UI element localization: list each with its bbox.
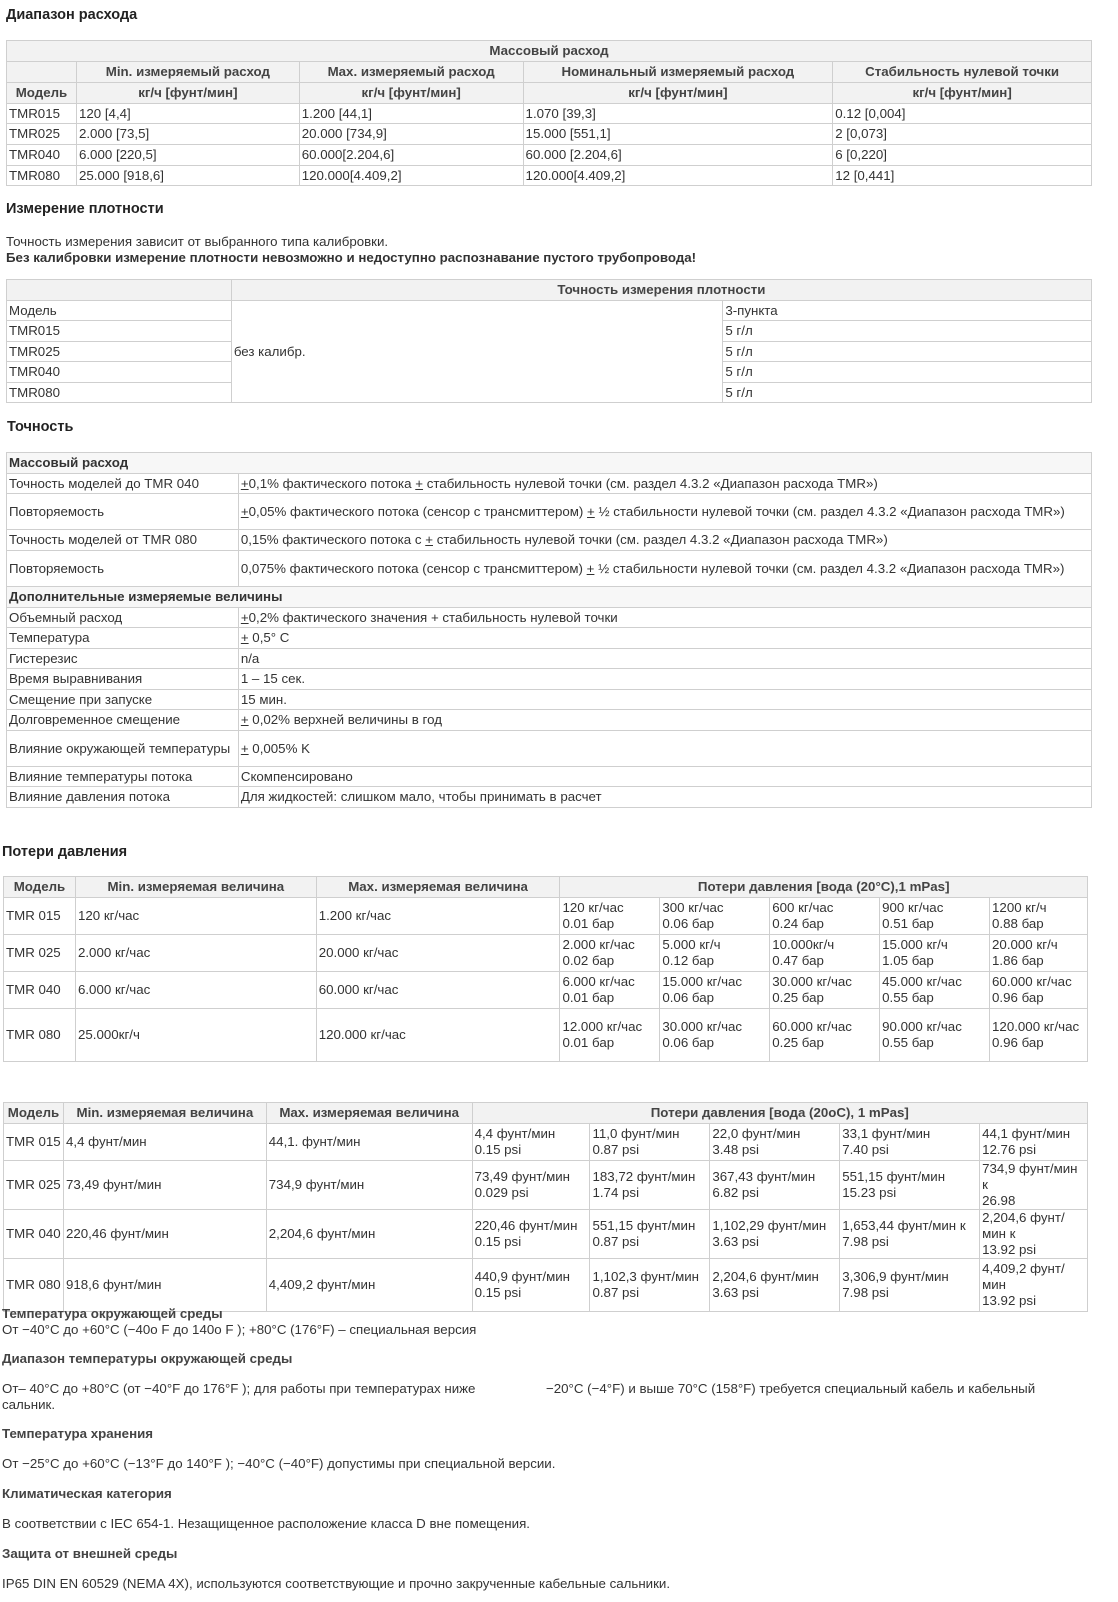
table-row	[7, 731, 1092, 767]
cell	[238, 710, 1091, 731]
cell	[840, 1210, 980, 1259]
cell: 5 г/л	[723, 342, 1092, 362]
pressure-loss-imperial-table	[3, 1102, 1088, 1312]
loss: 0.15 psi	[474, 1234, 522, 1249]
cell: TMR025	[7, 124, 77, 145]
cell-text: 0,5° C	[248, 630, 290, 645]
cell: 60.000[2.204,6]	[299, 145, 523, 166]
loss: 0.51 бар	[882, 916, 934, 931]
cell: 120.000[4.409,2]	[523, 166, 833, 186]
cell	[472, 1161, 590, 1210]
cell	[238, 494, 1091, 530]
loss: 0.55 бар	[882, 1035, 934, 1050]
flow: 440,9 фунт/мин	[474, 1269, 571, 1284]
flow: 90.000 кг/час	[882, 1019, 962, 1034]
loss: 7.98 psi	[842, 1234, 889, 1249]
range-text-b: −20°C (−4°F) и выше 70°C (158°F) требуется специальный кабель и кабельный	[546, 1381, 1036, 1396]
storage-text: От −25°C до +60°C (−13°F до 140°F ); −40°C (−40°F) допустимы при специальной версии.	[2, 1456, 556, 1471]
cell: TMR 015	[4, 1124, 64, 1161]
cell	[238, 608, 1091, 628]
loss: 6.82 psi	[712, 1185, 759, 1200]
loss: 0.25 бар	[772, 1035, 824, 1050]
cell: 2,204,6 фунт/мин	[266, 1210, 472, 1259]
unit-header: кг/ч [фунт/мин]	[299, 83, 523, 104]
cell	[990, 935, 1088, 972]
accuracy-section-extra: Дополнительные измеряемые величины	[7, 587, 1092, 608]
table-row	[4, 1161, 1088, 1210]
cell: TMR 080	[4, 1009, 76, 1062]
cell: Влияние давления потока	[7, 787, 239, 808]
flow: 1,102,29 фунт/мин	[712, 1218, 827, 1233]
table-row	[4, 1009, 1088, 1062]
cell: Долговременное смещение	[7, 710, 239, 731]
loss: 0.15 psi	[474, 1142, 522, 1157]
cell	[840, 1161, 980, 1210]
plus-minus: +	[240, 740, 249, 756]
unit-header: кг/ч [фунт/мин]	[523, 83, 833, 104]
cell: 734,9 фунт/мин	[266, 1161, 472, 1210]
loss: 12.76 psi	[982, 1142, 1037, 1157]
loss: 0.96 бар	[992, 990, 1044, 1005]
loss: 1.74 psi	[592, 1185, 640, 1200]
cell: 20.000 кг/час	[316, 935, 560, 972]
flow: 4,4 фунт/мин	[474, 1126, 556, 1141]
loss: 7.40 psi	[842, 1142, 889, 1157]
flow: 551,15 фунт/мин	[842, 1169, 946, 1184]
cell: 5 г/л	[723, 383, 1092, 403]
table-row	[7, 767, 1092, 787]
range-text-a: От– 40°C до +80°C (от −40°F до 176°F ); для работы при температурах ниже	[2, 1381, 476, 1396]
cell: 2 [0,073]	[833, 124, 1092, 145]
plus-minus: +	[240, 475, 249, 491]
mass-flow-table	[6, 40, 1092, 186]
flow: 2.000 кг/час	[562, 937, 635, 952]
cell	[710, 1259, 840, 1312]
flow: 900 кг/час	[882, 900, 944, 915]
plus-minus: +	[425, 532, 433, 547]
mass-flow-title: Диапазон расхода	[6, 7, 138, 23]
unit-header: кг/ч [фунт/мин]	[833, 83, 1092, 104]
cell	[660, 935, 770, 972]
cell	[660, 972, 770, 1009]
flow: 1,653,44 фунт/мин к	[842, 1218, 966, 1233]
density-header: Точность измерения плотности	[231, 280, 1091, 301]
cell: 4,409,2 фунт/мин	[266, 1259, 472, 1312]
cell	[980, 1161, 1088, 1210]
mass-flow-empty-cell	[7, 62, 77, 83]
cell: 2.000 [73,5]	[76, 124, 299, 145]
loss: 0.87 psi	[592, 1142, 640, 1157]
accuracy-section-mass: Массовый расход	[7, 453, 1092, 474]
flow: 734,9 фунт/мин к	[982, 1161, 1078, 1192]
flow: 44,1 фунт/мин	[982, 1126, 1071, 1141]
plus-minus: +	[415, 475, 424, 491]
loss: 0.01 бар	[562, 916, 615, 931]
cell	[710, 1124, 840, 1161]
cell	[472, 1210, 590, 1259]
col-header: Min. измеряемый расход	[76, 62, 299, 83]
flow: 2,204,6 фунт/мин к	[982, 1210, 1065, 1241]
cell-text: 0,2% фактического значения + стабильность нулевой точки	[248, 609, 618, 625]
flow: 30.000 кг/час	[662, 1019, 743, 1034]
cell: Объемный расход	[7, 608, 239, 628]
cell	[590, 1161, 710, 1210]
cell: n/a	[238, 649, 1091, 669]
cell: 1.200 [44,1]	[299, 104, 523, 124]
cell: 25.000кг/ч	[75, 1009, 316, 1062]
cell	[560, 935, 660, 972]
flow: 22,0 фунт/мин	[712, 1126, 801, 1141]
loss: 0.06 бар	[662, 990, 715, 1005]
density-title: Измерение плотности	[6, 201, 164, 217]
cell: Влияние окружающей температуры	[7, 731, 239, 767]
loss: 13.92 psi	[982, 1242, 1037, 1257]
cell: 1 – 15 сек.	[238, 669, 1091, 690]
cell: 6.000 [220,5]	[76, 145, 299, 166]
cell	[472, 1124, 590, 1161]
cell: 6.000 кг/час	[75, 972, 316, 1009]
col-header: Min. измеряемая величина	[63, 1103, 266, 1124]
flow: 367,43 фунт/мин	[712, 1169, 816, 1184]
table-row	[7, 145, 1092, 166]
climate-title: Климатическая категория	[2, 1486, 172, 1501]
cell: 2.000 кг/час	[75, 935, 316, 972]
col-header: Модель	[4, 1103, 64, 1124]
loss: 0.87 psi	[592, 1285, 640, 1300]
cell-text: 0,1% фактического потока	[248, 475, 416, 491]
flow: 1200 кг/ч	[992, 900, 1047, 915]
cell	[980, 1210, 1088, 1259]
mass-flow-group-header: Массовый расход	[7, 41, 1092, 62]
flow: 183,72 фунт/мин	[592, 1169, 696, 1184]
col-header: Потери давления [вода (20oC), 1 mPas]	[472, 1103, 1087, 1124]
cell: Смещение при запуске	[7, 690, 239, 710]
cell	[770, 935, 880, 972]
loss: 0.96 бар	[992, 1035, 1044, 1050]
flow: 5.000 кг/ч	[662, 937, 721, 952]
table-row	[4, 898, 1088, 935]
table-row	[7, 530, 1092, 551]
model-header: Модель	[7, 83, 77, 104]
flow: 551,15 фунт/мин	[592, 1218, 696, 1233]
flow: 15.000 кг/час	[662, 974, 743, 989]
flow: 1,102,3 фунт/мин	[592, 1269, 699, 1284]
loss: 0.47 бар	[772, 953, 824, 968]
cell: 15 мин.	[238, 690, 1091, 710]
cell-text: ½ стабильности нулевой точки (см. раздел 4.3.2 «Диапазон расхода TMR»)	[594, 503, 1065, 519]
cell: TMR 025	[4, 935, 76, 972]
cell: Точность моделей до TMR 040	[7, 474, 239, 494]
protect-text: IP65 DIN EN 60529 (NEMA 4X), используются соответствующие и прочно закрученные кабельные сальники.	[2, 1576, 671, 1591]
cell	[880, 1009, 990, 1062]
flow: 12.000 кг/час	[562, 1019, 643, 1034]
cell: 220,46 фунт/мин	[63, 1210, 266, 1259]
flow: 6.000 кг/час	[562, 974, 635, 989]
table-row	[4, 972, 1088, 1009]
cell	[560, 1009, 660, 1062]
loss: 0.06 бар	[662, 916, 715, 931]
density-note: Точность измерения зависит от выбранного типа калибровки.	[6, 234, 389, 249]
cell: TMR 015	[4, 898, 76, 935]
cell-text: стабильность нулевой точки (см. раздел 4.3.2 «Диапазон расхода TMR»)	[423, 475, 878, 491]
flow: 120.000 кг/час	[992, 1019, 1080, 1034]
unit-header: кг/ч [фунт/мин]	[76, 83, 299, 104]
plus-minus: +	[240, 712, 249, 727]
cell: Гистерезис	[7, 649, 239, 669]
cell: TMR040	[7, 145, 77, 166]
col-header: Max. измеряемая величина	[266, 1103, 472, 1124]
cell	[770, 1009, 880, 1062]
cell: Температура	[7, 628, 239, 649]
plus-minus: +	[240, 503, 249, 519]
col-header: Стабильность нулевой точки	[833, 62, 1092, 83]
flow: 220,46 фунт/мин	[474, 1218, 578, 1233]
col-header: Модель	[4, 877, 76, 898]
cell: Точность моделей от TMR 080	[7, 530, 239, 551]
flow: 600 кг/час	[772, 900, 834, 915]
loss: 26.98	[982, 1193, 1016, 1208]
cell: 12 [0,441]	[833, 166, 1092, 186]
cell: TMR080	[7, 383, 232, 403]
flow: 30.000 кг/час	[772, 974, 852, 989]
cell: 15.000 [551,1]	[523, 124, 833, 145]
cell: TMR025	[7, 342, 232, 362]
col-header: Потери давления [вода (20°C),1 mPas]	[560, 877, 1088, 898]
cell: 6 [0,220]	[833, 145, 1092, 166]
loss: 7.98 psi	[842, 1285, 889, 1300]
cell	[590, 1124, 710, 1161]
ambient-text: От −40°C до +60°C (−40o F до 140o F ); +80°C (176°F) – специальная версия	[2, 1322, 477, 1337]
flow: 33,1 фунт/мин	[842, 1126, 931, 1141]
cell	[590, 1259, 710, 1312]
table-row	[7, 551, 1092, 587]
col-header: Max. измеряемый расход	[299, 62, 523, 83]
table-row	[7, 628, 1092, 649]
cell: Время выравнивания	[7, 669, 239, 690]
flow: 2,204,6 фунт/мин	[712, 1269, 819, 1284]
cell	[990, 972, 1088, 1009]
col-header: Номинальный измеряемый расход	[523, 62, 833, 83]
cell	[770, 898, 880, 935]
cell	[238, 731, 1091, 767]
cell: 1.070 [39,3]	[523, 104, 833, 124]
density-warning: Без калибровки измерение плотности невозможно и недоступно распознавание пустого трубопровода!	[6, 250, 697, 265]
climate-text: В соответствии с IEC 654-1. Незащищенное расположение класса D вне помещения.	[2, 1516, 530, 1531]
storage-title: Температура хранения	[2, 1426, 154, 1441]
loss: 3.63 psi	[712, 1285, 759, 1300]
cell: TMR 080	[4, 1259, 64, 1312]
flow: 11,0 фунт/мин	[592, 1126, 680, 1141]
pressure-loss-metric-table	[3, 876, 1088, 1062]
table-row	[4, 1124, 1088, 1161]
cell: 0.12 [0,004]	[833, 104, 1092, 124]
table-row	[7, 104, 1092, 124]
cell-text: ½ стабильности нулевой точки (см. раздел 4.3.2 «Диапазон расхода TMR»)	[594, 560, 1065, 576]
cell: Модель	[7, 301, 232, 321]
cell: TMR040	[7, 362, 232, 383]
loss: 15.23 psi	[842, 1185, 897, 1200]
cell	[980, 1124, 1088, 1161]
table-row	[7, 669, 1092, 690]
loss: 0.25 бар	[772, 990, 824, 1005]
loss: 0.01 бар	[562, 1035, 615, 1050]
cell-text: стабильность нулевой точки (см. раздел 4.3.2 «Диапазон расхода TMR»)	[433, 532, 888, 547]
flow: 3,306,9 фунт/мин	[842, 1269, 949, 1284]
cell	[710, 1210, 840, 1259]
cell: 120.000[4.409,2]	[299, 166, 523, 186]
cell	[710, 1161, 840, 1210]
cell: 120 [4,4]	[76, 104, 299, 124]
cell	[560, 898, 660, 935]
cell	[840, 1124, 980, 1161]
cell: TMR 040	[4, 1210, 64, 1259]
cell: Скомпенсировано	[238, 767, 1091, 787]
cell: 44,1. фунт/мин	[266, 1124, 472, 1161]
cell: TMR080	[7, 166, 77, 186]
loss: 0.06 бар	[662, 1035, 715, 1050]
loss: 0.55 бар	[882, 990, 934, 1005]
cell	[560, 972, 660, 1009]
no-calib-cell: без калибр.	[231, 301, 723, 403]
col-header: Min. измеряемая величина	[75, 877, 316, 898]
cell: 5 г/л	[723, 362, 1092, 383]
range-title: Диапазон температуры окружающей среды	[2, 1351, 293, 1366]
cell-text: 0,15% фактического потока с	[240, 532, 426, 547]
cell: Повторяемость	[7, 551, 239, 587]
flow: 120 кг/час	[562, 900, 624, 915]
accuracy-title: Точность	[7, 419, 74, 435]
cell: 73,49 фунт/мин	[63, 1161, 266, 1210]
cell	[880, 898, 990, 935]
cell: 3-пункта	[723, 301, 1092, 321]
flow: 4,409,2 фунт/мин	[982, 1261, 1065, 1292]
cell	[238, 530, 1091, 551]
cell	[238, 628, 1091, 649]
cell-text: 0,075% фактического потока (сенсор с трансмиттером)	[240, 560, 587, 576]
plus-minus: +	[587, 503, 595, 519]
loss: 0.24 бар	[772, 916, 824, 931]
plus-minus: +	[240, 609, 249, 625]
range-text-c: сальник.	[2, 1397, 56, 1412]
table-row	[7, 166, 1092, 186]
cell: 4,4 фунт/мин	[63, 1124, 266, 1161]
cell: 120 кг/час	[75, 898, 316, 935]
loss: 3.63 psi	[712, 1234, 759, 1249]
cell: 5 г/л	[723, 321, 1092, 342]
cell: 60.000 кг/час	[316, 972, 560, 1009]
cell	[980, 1259, 1088, 1312]
cell	[990, 1009, 1088, 1062]
table-row	[7, 474, 1092, 494]
cell: 1.200 кг/час	[316, 898, 560, 935]
cell	[660, 898, 770, 935]
table-row	[7, 649, 1092, 669]
cell	[660, 1009, 770, 1062]
flow: 15.000 кг/ч	[882, 937, 948, 952]
loss: 0.88 бар	[992, 916, 1044, 931]
plus-minus: +	[586, 560, 595, 576]
flow: 300 кг/час	[662, 900, 724, 915]
cell: 20.000 [734,9]	[299, 124, 523, 145]
cell	[472, 1259, 590, 1312]
table-row	[4, 935, 1088, 972]
cell	[880, 935, 990, 972]
flow: 45.000 кг/час	[882, 974, 962, 989]
loss: 1.86 бар	[992, 953, 1044, 968]
flow: 60.000 кг/час	[772, 1019, 852, 1034]
cell	[840, 1259, 980, 1312]
loss: 0.87 psi	[592, 1234, 640, 1249]
cell: TMR 025	[4, 1161, 64, 1210]
cell: Для жидкостей: слишком мало, чтобы принимать в расчет	[238, 787, 1091, 808]
flow: 60.000 кг/час	[992, 974, 1072, 989]
ambient-title: Температура окружающей среды	[2, 1306, 223, 1321]
cell: TMR 040	[4, 972, 76, 1009]
loss: 3.48 psi	[712, 1142, 759, 1157]
pressure-loss-title: Потери давления	[2, 844, 128, 860]
loss: 13.92 psi	[982, 1293, 1037, 1308]
cell: 60.000 [2.204,6]	[523, 145, 833, 166]
table-row	[4, 1259, 1088, 1312]
density-table	[6, 279, 1092, 403]
table-row	[7, 124, 1092, 145]
loss: 0.029 psi	[474, 1185, 529, 1200]
cell-text: 0,005% K	[248, 740, 310, 756]
flow: 73,49 фунт/мин	[474, 1169, 571, 1184]
cell-text: 0,05% фактического потока (сенсор с трансмиттером)	[248, 503, 588, 519]
flow: 10.000кг/ч	[772, 937, 835, 952]
cell: Повторяемость	[7, 494, 239, 530]
cell: 25.000 [918,6]	[76, 166, 299, 186]
table-row	[7, 301, 1092, 321]
cell: TMR015	[7, 321, 232, 342]
plus-minus: +	[240, 630, 249, 645]
cell	[990, 898, 1088, 935]
loss: 0.15 psi	[474, 1285, 522, 1300]
table-row	[7, 690, 1092, 710]
table-row	[7, 787, 1092, 808]
cell: Влияние температуры потока	[7, 767, 239, 787]
cell-text: 0,02% верхней величины в год	[248, 712, 442, 727]
loss: 1.05 бар	[882, 953, 934, 968]
loss: 0.02 бар	[562, 953, 615, 968]
table-row	[4, 1210, 1088, 1259]
cell	[238, 551, 1091, 587]
cell	[880, 972, 990, 1009]
loss: 0.12 бар	[662, 953, 715, 968]
loss: 0.01 бар	[562, 990, 615, 1005]
flow: 20.000 кг/ч	[992, 937, 1058, 952]
cell	[238, 474, 1091, 494]
cell: TMR015	[7, 104, 77, 124]
cell: 918,6 фунт/мин	[63, 1259, 266, 1312]
cell	[770, 972, 880, 1009]
table-row	[7, 494, 1092, 530]
accuracy-table	[6, 452, 1092, 808]
density-empty-cell	[7, 280, 232, 301]
table-row	[7, 608, 1092, 628]
table-row	[7, 710, 1092, 731]
col-header: Max. измеряемая величина	[316, 877, 560, 898]
protect-title: Защита от внешней среды	[2, 1546, 178, 1561]
cell: 120.000 кг/час	[316, 1009, 560, 1062]
cell	[590, 1210, 710, 1259]
